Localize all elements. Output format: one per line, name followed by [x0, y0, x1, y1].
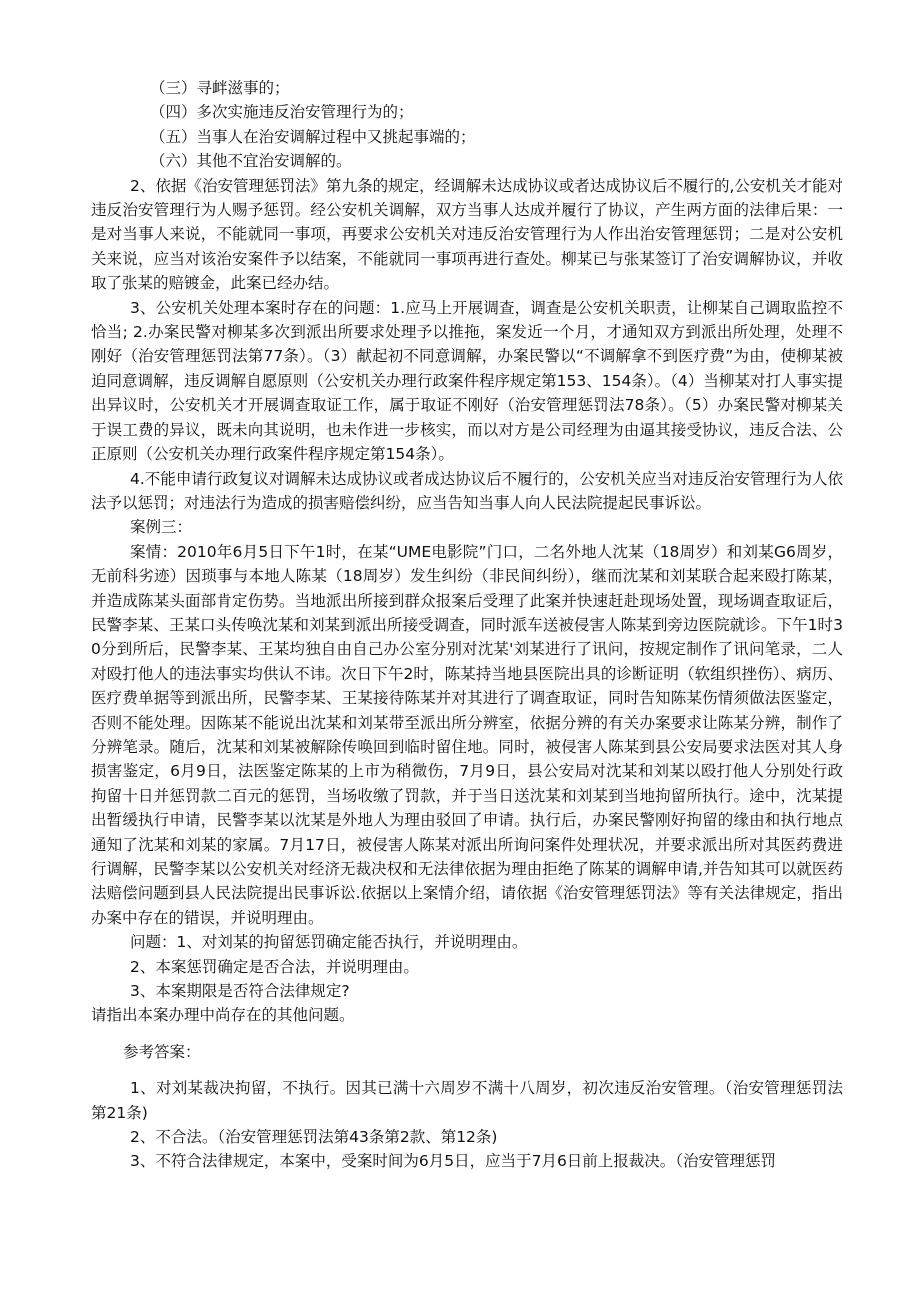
question-2: 2、本案惩罚确定是否合法，并说明理由。 — [130, 957, 419, 976]
question-3: 3、本案期限是否符合法律规定? — [130, 982, 350, 1001]
reference-answer-heading: 参考答案： — [123, 1042, 201, 1061]
reference-answer-3: 3、不符合法律规定，本案中，受案时间为6月5日，应当于7月6日前上报裁决。（治安管理惩罚 — [130, 1152, 777, 1171]
reference-answer-1: 1、对刘某裁决拘留，不执行。因其已满十六周岁不满十八周岁，初次违反治安管理。（治安管理惩罚法第21条) — [91, 1079, 843, 1122]
list-item-5: （五）当事人在治安调解过程中又挑起事端的； — [150, 127, 476, 146]
list-item-3: （三）寻衅滋事的； — [150, 79, 290, 97]
answer-paragraph-3: 3、公安机关处理本案时存在的问题：1.应马上开展调查，调查是公安机关职责，让柳某自己调取监控不恰当; 2.办案民警对柳某多次到派出所要求处理予以推拖，案发近一个月，才通知双方到派出所处理，处理不刚好（治安管理惩罚法第77条）。（3）献起初不同意调解，办案民警以“不调解拿不到医疗费”为由，使柳某被迫同意调解，违反调解自愿原则（公安机关办理行政案件程序规定第153、154条）。（4）当柳某对打人事实提出异议时，公安机关才开展调查取证工作，属于取证不刚好（治安管理惩罚法78条）。（5）办案民警对柳某关于误工费的异议，既未向其说明，也未作进一步核实，而以对方是公司经理为由逼其接受协议，违反合法、公正原则（公安机关办理行政案件程序规定第154条）。 — [91, 298, 843, 464]
reference-answer-2: 2、不合法。（治安管理惩罚法第43条第2款、第12条) — [130, 1128, 498, 1147]
document-page — [91, 76, 843, 1174]
question-1: 问题：1、对刘某的拘留惩罚确定能否执行，并说明理由。 — [130, 933, 528, 952]
list-item-4: （四）多次实施违反治安管理行为的； — [150, 103, 414, 122]
case-3-heading: 案例三： — [130, 518, 193, 537]
answer-paragraph-4: 4.不能申请行政复议对调解未达成协议或者成达协议后不履行的，公安机关应当对违反治安管理行为人依法予以惩罚；对违法行为造成的损害赔偿纠纷，应当告知当事人向人民法院提起民事诉讼。 — [91, 469, 843, 512]
answer-paragraph-2: 2、依据《治安管理惩罚法》第九条的规定，经调解未达成协议或者达成协议后不履行的,公安机关才能对违反治安管理行为人赐予惩罚。经公安机关调解，双方当事人达成并履行了协议，产生两方面的法律后果：一是对当事人来说，不能就同一事项，再要求公安机关对违反治安管理行为人作出治安管理惩罚；二是对公安机关来说，应当对该治安案件予以结案，不能就同一事项再进行查处。柳某已与张某签订了治安调解协议，并收取了张某的赔镀金，此案已经办结。 — [91, 176, 843, 293]
case-3-body: 案情：2010年6月5日下午1时，在某“UME电影院”门口，二名外地人沈某（18周岁）和刘某G6周岁，无前科劣迹）因琐事与本地人陈某（18周岁）发生纠纷（非民间纠纷），继而沈某和刘某联合起来殴打陈某，并造成陈某头面部肯定伤势。当地派出所接到群众报案后受理了此案并快速赶赴现场处置，现场调查取证后，民警李某、王某口头传唤沈某和刘某到派出所接受调查，同时派车送被侵害人陈某到旁边医院就诊。下午1时30分到所后，民警李某、王某均独自由自己办公室分别对沈某'刘某进行了讯问，按规定制作了讯问笔录，二人对殴打他人的违法事实均供认不讳。次日下午2时，陈某持当地县医院出具的诊断证明（软组织挫伤）、病历、医疗费单据等到派出所，民警李某、王某接待陈某并对其进行了调查取证，同时告知陈某伤情须做法医鉴定，否则不能处理。因陈某不能说出沈某和刘某带至派出所分辨室，依据分辨的有关办案要求让陈某分辨，制作了分辨笔录。随后，沈某和刘某被解除传唤回到临时留住地。同时，被侵害人陈某到县公安局要求法医对其人身损害鉴定，6月9日，法医鉴定陈某的上市为稍微伤，7月9日，县公安局对沈某和刘某以殴打他人分别处行政拘留十日并惩罚款二百元的惩罚，当场收缴了罚款，并于当日送沈某和刘某到当地拘留所执行。途中，沈某提出暂缓执行申请，民警李某以沈某是外地人为理由驳回了申请。执行后，办案民警刚好拘留的缘由和执行地点通知了沈某和刘某的家属。7月17日，被侵害人陈某对派出所询问案件处理状况，并要求派出所对其医药费进行调解，民警李某以公安机关对经济无裁决权和无法律依据为理由拒绝了陈某的调解申请,并告知其可以就医药法赔偿问题到县人民法院提出民事诉讼.依据以上案情介绍，请依据《治安管理惩罚法》等有关法律规定，指出办案中存在的错误，并说明理由。 — [91, 542, 843, 927]
question-4: 请指出本案办理中尚存在的其他问题。 — [91, 1006, 355, 1025]
list-item-6: （六）其他不宜治安调解的。 — [150, 152, 352, 171]
